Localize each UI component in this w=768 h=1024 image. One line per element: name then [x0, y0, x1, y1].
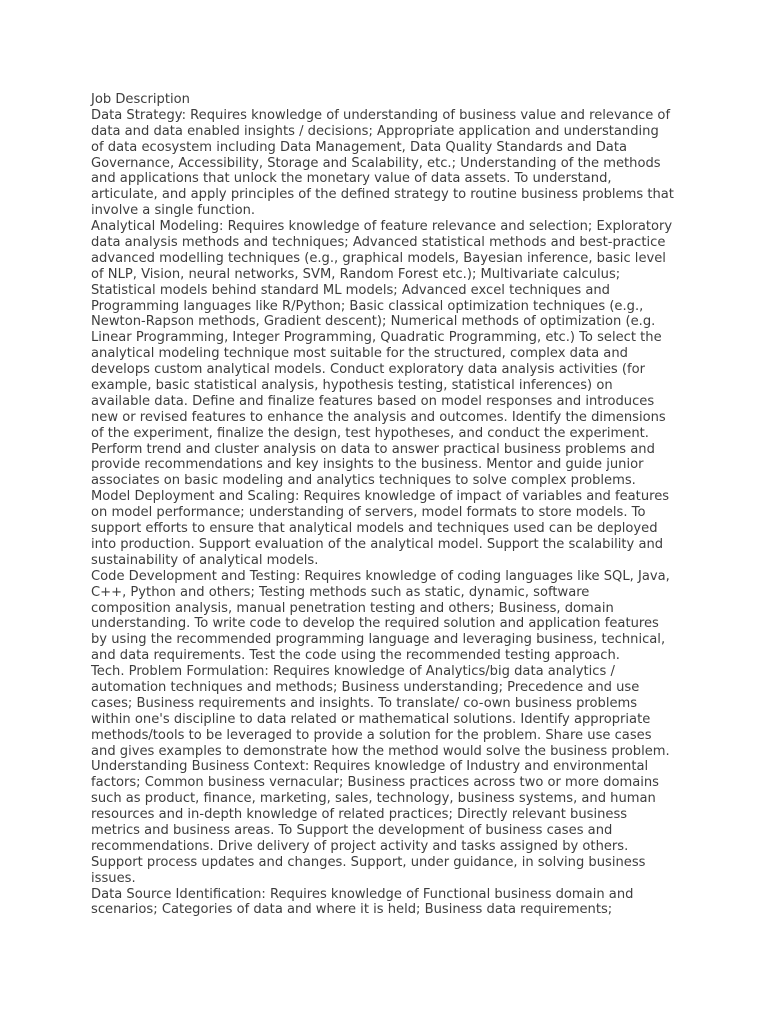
text-line: support efforts to ensure that analytical models and techniques used can be deployed: [91, 521, 658, 537]
text-line: Governance, Accessibility, Storage and Scalability, etc.; Understanding of the methods: [91, 155, 661, 171]
text-line: issues.: [91, 870, 136, 886]
text-line: by using the recommended programming language and leveraging business, technical,: [91, 632, 666, 648]
text-line: C++, Python and others; Testing methods such as static, dynamic, software: [91, 584, 590, 600]
text-line: into production. Support evaluation of the analytical model. Support the scalability and: [91, 536, 664, 552]
text-line: of NLP, Vision, neural networks, SVM, Random Forest etc.); Multivariate calculus;: [91, 266, 621, 282]
text-line: Data Strategy: Requires knowledge of understanding of business value and relevance of: [91, 107, 671, 123]
text-line: and data requirements. Test the code using the recommended testing approach.: [91, 648, 620, 664]
text-line: sustainability of analytical models.: [91, 552, 319, 568]
text-line: such as product, finance, marketing, sales, technology, business systems, and human: [91, 791, 656, 807]
text-line: within one's discipline to data related or mathematical solutions. Identify appropriate: [91, 711, 651, 727]
text-line: and gives examples to demonstrate how the method would solve the business problem.: [91, 743, 670, 759]
text-line: example, basic statistical analysis, hypothesis testing, statistical inferences) on: [91, 378, 613, 394]
text-line: analytical modeling technique most suitable for the structured, complex data and: [91, 346, 628, 362]
text-line: and applications that unlock the monetary value of data assets. To understand,: [91, 171, 612, 187]
text-line: scenarios; Categories of data and where it is held; Business data requirements;: [91, 902, 613, 918]
text-line: data analysis methods and techniques; Advanced statistical methods and best-practice: [91, 235, 666, 251]
text-line: develops custom analytical models. Conduct exploratory data analysis activities (for: [91, 362, 646, 378]
text-line: available data. Define and finalize features based on model responses and introduces: [91, 393, 655, 409]
text-line: Data Source Identification: Requires knowledge of Functional business domain and: [91, 886, 634, 902]
text-line: Code Development and Testing: Requires knowledge of coding languages like SQL, Java,: [91, 568, 670, 584]
text-line: Model Deployment and Scaling: Requires knowledge of impact of variables and features: [91, 489, 670, 505]
text-line: recommendations. Drive delivery of project activity and tasks assigned by others.: [91, 838, 629, 854]
text-line: Newton-Rapson methods, Gradient descent); Numerical methods of optimization (e.g.: [91, 314, 656, 330]
text-line: articulate, and apply principles of the defined strategy to routine business problems that: [91, 187, 674, 203]
text-line: metrics and business areas. To Support the development of business cases and: [91, 822, 613, 838]
text-line: on model performance; understanding of servers, model formats to store models. To: [91, 505, 646, 521]
text-line: Statistical models behind standard ML models; Advanced excel techniques and: [91, 282, 610, 298]
text-line: composition analysis, manual penetration testing and others; Business, domain: [91, 600, 614, 616]
document-title: Job Description: [91, 92, 190, 107]
text-line: factors; Common business vernacular; Business practices across two or more domains: [91, 775, 659, 791]
text-line: Perform trend and cluster analysis on data to answer practical business problems and: [91, 441, 655, 457]
text-line: methods/tools to be leveraged to provide a solution for the problem. Share use cases: [91, 727, 652, 743]
text-line: resources and in-depth knowledge of related practices; Directly relevant business: [91, 807, 628, 823]
text-line: new or revised features to enhance the analysis and outcomes. Identify the dimensions: [91, 409, 666, 425]
text-line: Programming languages like R/Python; Basic classical optimization techniques (e.g.,: [91, 298, 644, 314]
text-line: understanding. To write code to develop the required solution and application features: [91, 616, 659, 632]
text-line: automation techniques and methods; Business understanding; Precedence and use: [91, 679, 640, 695]
text-line: of data ecosystem including Data Management, Data Quality Standards and Data: [91, 139, 627, 155]
text-line: data and data enabled insights / decisions; Appropriate application and understanding: [91, 123, 659, 139]
text-line: Linear Programming, Integer Programming, Quadratic Programming, etc.) To select the: [91, 330, 662, 346]
text-line: associates on basic modeling and analytics techniques to solve complex problems.: [91, 473, 636, 489]
text-line: provide recommendations and key insights to the business. Mentor and guide junior: [91, 457, 644, 473]
text-line: Analytical Modeling: Requires knowledge of feature relevance and selection; Exploratory: [91, 219, 673, 235]
text-line: cases; Business requirements and insights. To translate/ co-own business problems: [91, 695, 638, 711]
text-line: involve a single function.: [91, 203, 256, 219]
text-line: of the experiment, finalize the design, test hypotheses, and conduct the experiment.: [91, 425, 649, 441]
text-line: Understanding Business Context: Requires knowledge of Industry and environmental: [91, 759, 649, 775]
text-line: Tech. Problem Formulation: Requires knowledge of Analytics/big data analytics /: [91, 664, 615, 680]
text-line: Support process updates and changes. Support, under guidance, in solving business: [91, 854, 646, 870]
job-description-text: [91, 92, 761, 918]
text-line: advanced modelling techniques (e.g., graphical models, Bayesian inference, basic level: [91, 250, 666, 266]
